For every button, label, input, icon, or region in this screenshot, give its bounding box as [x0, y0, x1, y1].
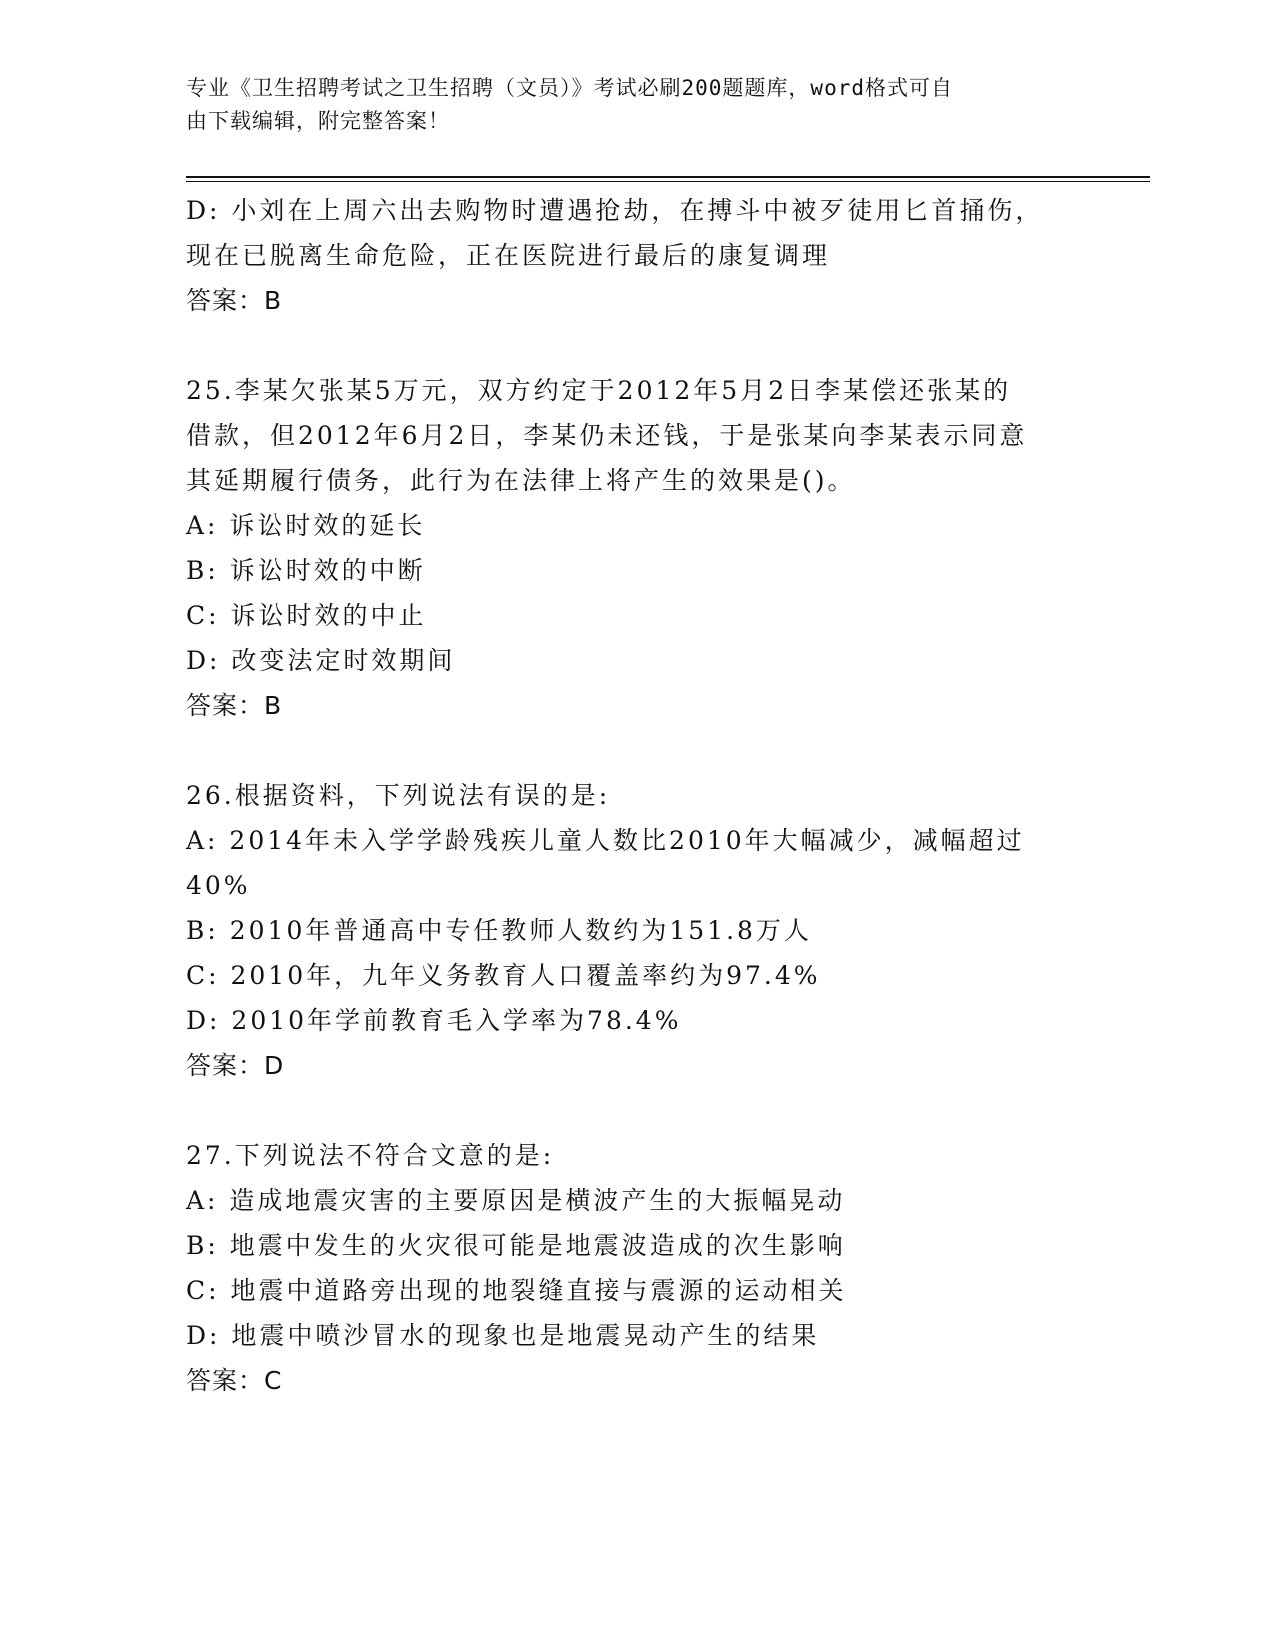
question-27: [186, 1133, 1086, 1403]
q25-option-a: A: 诉讼时效的延长: [186, 511, 426, 540]
q24-option-d-line-2: 现在已脱离生命危险，正在医院进行最后的康复调理: [186, 241, 831, 270]
header-rule-thick: [186, 176, 1150, 178]
header-line-2: 由下载编辑，附完整答案！: [186, 109, 450, 133]
q26-option-a-line-1: A: 2014年未入学学龄残疾儿童人数比2010年大幅减少，减幅超过: [186, 826, 1025, 855]
spacer: [186, 1088, 1086, 1133]
question-25: [186, 368, 1086, 728]
q27-option-a: A: 造成地震灾害的主要原因是横波产生的大振幅晃动: [186, 1186, 846, 1215]
question-24-tail: [186, 188, 1086, 323]
q25-option-b: B: 诉讼时效的中断: [186, 556, 426, 585]
header-rule-thin: [186, 181, 1150, 182]
q24-answer: 答案：B: [186, 286, 283, 315]
document-body: [186, 188, 1086, 1403]
q25-stem-line-1: 25.李某欠张某5万元，双方约定于2012年5月2日李某偿还张某的: [186, 376, 1012, 405]
spacer: [186, 323, 1086, 368]
q27-option-d: D: 地震中喷沙冒水的现象也是地震晃动产生的结果: [186, 1321, 820, 1350]
q24-option-d-line-1: D: 小刘在上周六出去购物时遭遇抢劫，在搏斗中被歹徒用匕首捅伤，: [186, 196, 1044, 225]
q25-option-d: D: 改变法定时效期间: [186, 646, 456, 675]
q27-answer: 答案：C: [186, 1366, 283, 1395]
spacer: [186, 728, 1086, 773]
question-26: [186, 773, 1086, 1088]
q25-answer: 答案：B: [186, 691, 283, 720]
q27-stem: 27.下列说法不符合文意的是:: [186, 1141, 555, 1170]
q26-option-d: D: 2010年学前教育毛入学率为78.4%: [186, 1006, 682, 1035]
q27-option-b: B: 地震中发生的火灾很可能是地震波造成的次生影响: [186, 1231, 846, 1260]
document-header: [186, 72, 1066, 138]
header-line-1: 专业《卫生招聘考试之卫生招聘（文员）》考试必刷200题题库，word格式可自: [186, 76, 953, 100]
q26-option-a-line-2: 40%: [186, 871, 251, 900]
q25-option-c: C: 诉讼时效的中止: [186, 601, 427, 630]
q25-stem-line-2: 借款，但2012年6月2日，李某仍未还钱，于是张某向李某表示同意: [186, 421, 1028, 450]
q26-stem: 26.根据资料，下列说法有误的是:: [186, 781, 611, 810]
q26-option-c: C: 2010年，九年义务教育人口覆盖率约为97.4%: [186, 961, 821, 990]
q27-option-c: C: 地震中道路旁出现的地裂缝直接与震源的运动相关: [186, 1276, 847, 1305]
q25-stem-line-3: 其延期履行债务，此行为在法律上将产生的效果是()。: [186, 466, 856, 495]
q26-option-b: B: 2010年普通高中专任教师人数约为151.8万人: [186, 916, 812, 945]
q26-answer: 答案：D: [186, 1051, 285, 1080]
